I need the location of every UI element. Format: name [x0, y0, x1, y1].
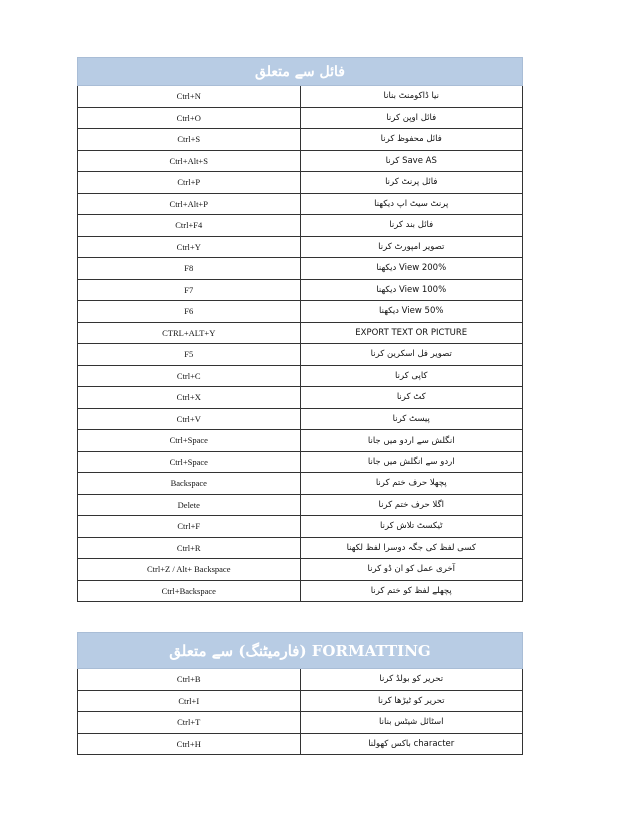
shortcut-key: Ctrl+C	[78, 365, 301, 387]
shortcut-action: تحریر کو بولڈ کرنا	[300, 669, 523, 691]
shortcut-action: فائل پرنٹ کرنا	[300, 172, 523, 194]
shortcut-action: پیسٹ کرنا	[300, 408, 523, 430]
shortcut-action: EXPORT TEXT OR PICTURE	[300, 322, 523, 344]
formatting-shortcuts-table	[77, 632, 523, 755]
shortcut-key: Ctrl+Backspace	[78, 580, 301, 602]
shortcut-key: Ctrl+I	[78, 690, 301, 712]
shortcut-action: اسٹائل شیٹس بنانا	[300, 712, 523, 734]
shortcut-action: پچھلا حرف ختم کرنا	[300, 473, 523, 495]
shortcut-action: کاپی کرنا	[300, 365, 523, 387]
table-row	[78, 344, 523, 366]
shortcut-key: Ctrl+Alt+P	[78, 193, 301, 215]
shortcut-key: Ctrl+V	[78, 408, 301, 430]
shortcut-key: F7	[78, 279, 301, 301]
shortcut-action: نیا ڈاکومنٹ بنانا	[300, 86, 523, 108]
table-row	[78, 150, 523, 172]
table-row	[78, 129, 523, 151]
shortcut-action: کسی لفظ کی جگہ دوسرا لفظ لکھنا	[300, 537, 523, 559]
shortcut-key: F5	[78, 344, 301, 366]
table-row	[78, 451, 523, 473]
shortcut-action: کٹ کرنا	[300, 387, 523, 409]
table-row	[78, 193, 523, 215]
shortcut-action: اردو سے انگلش میں جانا	[300, 451, 523, 473]
table-row	[78, 172, 523, 194]
shortcut-action: آخری عمل کو ان ڈو کرنا	[300, 559, 523, 581]
shortcut-key: Ctrl+Z / Alt+ Backspace	[78, 559, 301, 581]
file-shortcuts-table	[77, 57, 523, 602]
table-row	[78, 537, 523, 559]
table-row	[78, 408, 523, 430]
shortcut-action: character باکس کھولنا	[300, 733, 523, 755]
shortcut-key: Delete	[78, 494, 301, 516]
table-row	[78, 733, 523, 755]
shortcut-action: ٹیکسٹ تلاش کرنا	[300, 516, 523, 538]
table-row	[78, 580, 523, 602]
table-row	[78, 559, 523, 581]
table-row	[78, 365, 523, 387]
shortcut-key: Ctrl+Alt+S	[78, 150, 301, 172]
shortcut-action: پچھلے لفظ کو ختم کرنا	[300, 580, 523, 602]
shortcut-key: Ctrl+F4	[78, 215, 301, 237]
shortcut-key: Ctrl+N	[78, 86, 301, 108]
shortcut-action: پرنٹ سیٹ اپ دیکھنا	[300, 193, 523, 215]
table-row	[78, 690, 523, 712]
table-row	[78, 107, 523, 129]
table-row	[78, 215, 523, 237]
shortcut-action: View 200% دیکھنا	[300, 258, 523, 280]
table-row	[78, 473, 523, 495]
shortcut-key: Ctrl+F	[78, 516, 301, 538]
shortcut-action: فائل محفوظ کرنا	[300, 129, 523, 151]
shortcut-action: انگلش سے اردو میں جانا	[300, 430, 523, 452]
table-row	[78, 669, 523, 691]
shortcut-key: F8	[78, 258, 301, 280]
shortcut-key: Ctrl+P	[78, 172, 301, 194]
shortcut-action: Save AS کرنا	[300, 150, 523, 172]
shortcut-key: Ctrl+Space	[78, 430, 301, 452]
shortcut-key: Ctrl+B	[78, 669, 301, 691]
shortcut-key: Ctrl+H	[78, 733, 301, 755]
shortcut-key: CTRL+ALT+Y	[78, 322, 301, 344]
shortcut-action: تحریر کو ٹیڑھا کرنا	[300, 690, 523, 712]
table-row	[78, 236, 523, 258]
shortcut-key: Ctrl+Y	[78, 236, 301, 258]
shortcut-key: Ctrl+T	[78, 712, 301, 734]
table-row	[78, 516, 523, 538]
shortcut-key: Ctrl+O	[78, 107, 301, 129]
table-row	[78, 430, 523, 452]
table-row	[78, 494, 523, 516]
shortcut-key: Ctrl+R	[78, 537, 301, 559]
formatting-shortcuts-section	[77, 632, 523, 755]
shortcut-key: Ctrl+S	[78, 129, 301, 151]
shortcut-key: F6	[78, 301, 301, 323]
table-row	[78, 86, 523, 108]
formatting-section-title: FORMATTING (فارمیٹنگ) سے متعلق	[78, 633, 523, 669]
table-row	[78, 301, 523, 323]
shortcut-key: Ctrl+X	[78, 387, 301, 409]
shortcut-key: Ctrl+Space	[78, 451, 301, 473]
table-row	[78, 258, 523, 280]
shortcut-action: فائل اوپن کرنا	[300, 107, 523, 129]
shortcut-action: View 50% دیکھنا	[300, 301, 523, 323]
shortcut-action: اگلا حرف ختم کرنا	[300, 494, 523, 516]
table-row	[78, 322, 523, 344]
table-row	[78, 387, 523, 409]
shortcut-action: تصویر امپورٹ کرنا	[300, 236, 523, 258]
shortcut-key: Backspace	[78, 473, 301, 495]
table-row	[78, 279, 523, 301]
table-row	[78, 712, 523, 734]
file-section-title: فائل سے متعلق	[78, 58, 523, 86]
shortcut-action: تصویر فل اسکرین کرنا	[300, 344, 523, 366]
file-shortcuts-section	[77, 57, 523, 602]
shortcut-action: View 100% دیکھنا	[300, 279, 523, 301]
shortcut-action: فائل بند کرنا	[300, 215, 523, 237]
